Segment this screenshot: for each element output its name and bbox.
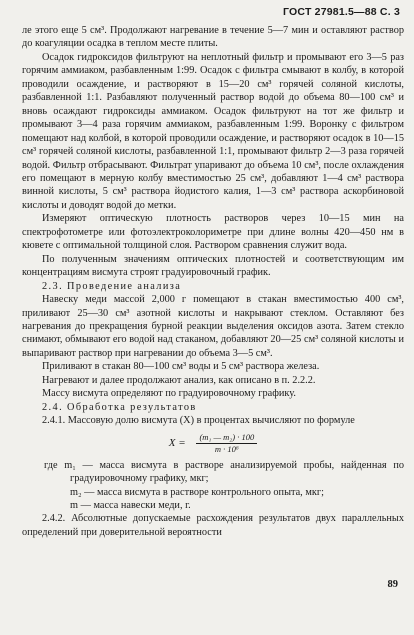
formula-denominator: m · 10⁶ — [214, 443, 239, 454]
page-number: 89 — [387, 579, 398, 590]
paragraph: 2.4.2. Абсолютные допускаемые расхождения результатов двух параллельных определений при доверительной вероятности — [22, 513, 404, 538]
paragraph: Измеряют оптическую плотность растворов через 10—15 мин на спектрофотометре или фотоэлектроколориметре при длине волны 420—450 нм в кювете с оптимальной толщиной слоя. Раствором сравнения служит вода. — [22, 213, 404, 252]
paragraph: По полученным значениям оптических плотностей и соответствующим им концентрациям висмута строят градуировочный график. — [22, 253, 404, 279]
paragraph: Массу висмута определяют по градуировочному графику. — [42, 388, 296, 400]
paragraph: 2.4.1. Массовую долю висмута (X) в процентах вычисляют по формуле — [42, 415, 355, 427]
paragraph: Приливают в стакан 80—100 см³ воды и 5 см³ раствора железа. — [42, 361, 320, 373]
formula-lhs: X = — [168, 436, 186, 449]
document-body — [22, 24, 404, 539]
formula-numerator: (m₁ — m₂) · 100 — [196, 432, 257, 444]
paragraph: ле этого еще 5 см³. Продолжают нагревание в течение 5—7 мин и оставляют раствор до коагуляции осадка в теплом месте плиты. — [22, 25, 404, 50]
formula-fraction — [196, 432, 257, 455]
formula — [22, 432, 404, 455]
section-heading-2-3: 2.3. Проведение анализа — [42, 280, 182, 292]
section-heading-2-4: 2.4. Обработка результатов — [42, 401, 197, 413]
paragraph: Навеску меди массой 2,000 г помещают в стакан вместимостью 400 см³, приливают 25—30 см³ азотной кислоты и накрывают стеклом. Оставляют без нагревания до прекращения бурной реакции выделения оксидов азота. Затем стекло снимают, обмывают его водой над стаканом, добавляют 20—25 см³ соляной кислоты и выпаривают раствор при нагревании до объема 3—5 см³. — [22, 294, 404, 359]
variable-definition: m₂ — масса висмута в растворе контрольного опыта, мкг; — [70, 486, 324, 498]
variable-definition: m — масса навески меди, г. — [70, 499, 191, 511]
paragraph: Нагревают и далее продолжают анализ, как описано в п. 2.2.2. — [42, 374, 316, 386]
paragraph: Осадок гидроксидов фильтруют на неплотный фильтр и промывают его 3—5 раз горячим аммиаком, разбавленным 1:99. Осадок с фильтра смывают в колбу, в которой проводили осаждение, и растворяют в 15—20 см³ горячей соляной кислоты, разбавленной 1:1. Разбавляют полученный раствор водой до объема 80—100 см³ и вновь осаждают гидроксиды аммиаком. Осадок фильтруют на тот же фильтр и промывают 3—4 раза горячим аммиаком, разбавленным 1:99. Воронку с фильтром помещают над колбой, в которой проводили осаждение, и растворяют осадок в 10—15 см³ горячей соляной кислоты, разбавленной 1:1, промывают фильтр 2—3 раза горячей водой. Фильтр отбрасывают. Фильтрат упаривают до объема 10 см³, после охлаждения его помещают в мерную колбу вместимостью 25 см³, добавляют 1—4 см³ раствора винной кислоты, 5 см³ раствора йодистого калия, 1—3 см³ раствора аскорбиновой кислоты и доводят водой до метки. — [22, 51, 404, 211]
page-header: ГОСТ 27981.5—88 С. 3 — [283, 6, 400, 18]
variable-definition: где m₁ — масса висмута в растворе анализируемой пробы, найденная по градуировочному графику, мкг; — [44, 459, 404, 485]
